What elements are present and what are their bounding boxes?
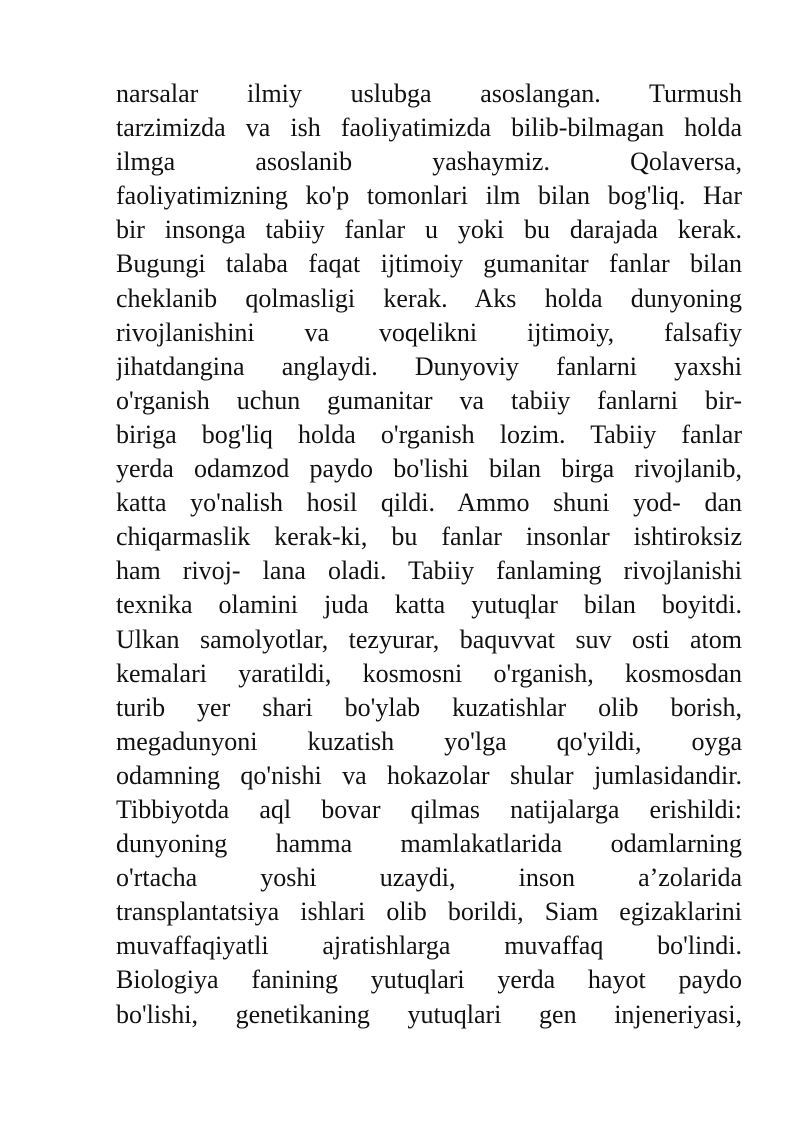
- text-line: dunyoning hamma mamlakatlarida odamlarning: [116, 829, 742, 859]
- text-line: Bugungi talaba faqat ijtimoiy gumanitar fanlar bilan: [116, 249, 742, 279]
- text-line: Ulkan samolyotlar, tezyurar, baquvvat suv osti atom: [116, 624, 742, 654]
- text-line: faoliyatimizning ko'p tomonlari ilm bilan bog'liq. Har: [116, 181, 742, 211]
- text-line: muvaffaqiyatli ajratishlarga muvaffaq bo'lindi.: [116, 931, 742, 961]
- text-line: texnika olamini juda katta yutuqlar bilan boyitdi.: [116, 590, 742, 620]
- text-line: cheklanib qolmasligi kerak. Aks holda dunyoning: [116, 283, 742, 313]
- text-line: katta yo'nalish hosil qildi. Ammo shuni yod- dan: [116, 488, 742, 518]
- text-line: chiqarmaslik kerak-ki, bu fanlar insonlar ishtiroksiz: [116, 522, 742, 552]
- text-line: kemalari yaratildi, kosmosni o'rganish, kosmosdan: [116, 658, 742, 688]
- text-line: megadunyoni kuzatish yo'lga qo'yildi, oyga: [116, 726, 742, 756]
- document-page: [116, 77, 742, 1032]
- text-line: ham rivoj- lana oladi. Tabiiy fanlaming rivojlanishi: [116, 556, 742, 586]
- text-line: biriga bog'liq holda o'rganish lozim. Tabiiy fanlar: [116, 419, 742, 449]
- text-line: ilmga asoslanib yashaymiz. Qolaversa,: [116, 147, 742, 177]
- text-line: bo'lishi, genetikaning yutuqlari gen injeneriyasi,: [116, 999, 742, 1029]
- text-line: rivojlanishini va voqelikni ijtimoiy, falsafiy: [116, 317, 742, 347]
- text-line: odamning qo'nishi va hokazolar shular jumlasidandir.: [116, 760, 742, 790]
- text-line: jihatdangina anglaydi. Dunyoviy fanlarni yaxshi: [116, 351, 742, 381]
- text-line: o'rtacha yoshi uzaydi, inson a’zolarida: [116, 863, 742, 893]
- text-line: turib yer shari bo'ylab kuzatishlar olib borish,: [116, 692, 742, 722]
- text-line: Biologiya fanining yutuqlari yerda hayot paydo: [116, 965, 742, 995]
- text-line: yerda odamzod paydo bo'lishi bilan birga rivojlanib,: [116, 454, 742, 484]
- text-line: bir insonga tabiiy fanlar u yoki bu darajada kerak.: [116, 215, 742, 245]
- text-line: Tibbiyotda aql bovar qilmas natijalarga erishildi:: [116, 794, 742, 824]
- text-line: transplantatsiya ishlari olib borildi, Siam egizaklarini: [116, 897, 742, 927]
- text-line: o'rganish uchun gumanitar va tabiiy fanlarni bir-: [116, 385, 742, 415]
- text-line: tarzimizda va ish faoliyatimizda bilib-bilmagan holda: [116, 113, 742, 143]
- text-line: narsalar ilmiy uslubga asoslangan. Turmush: [116, 79, 742, 108]
